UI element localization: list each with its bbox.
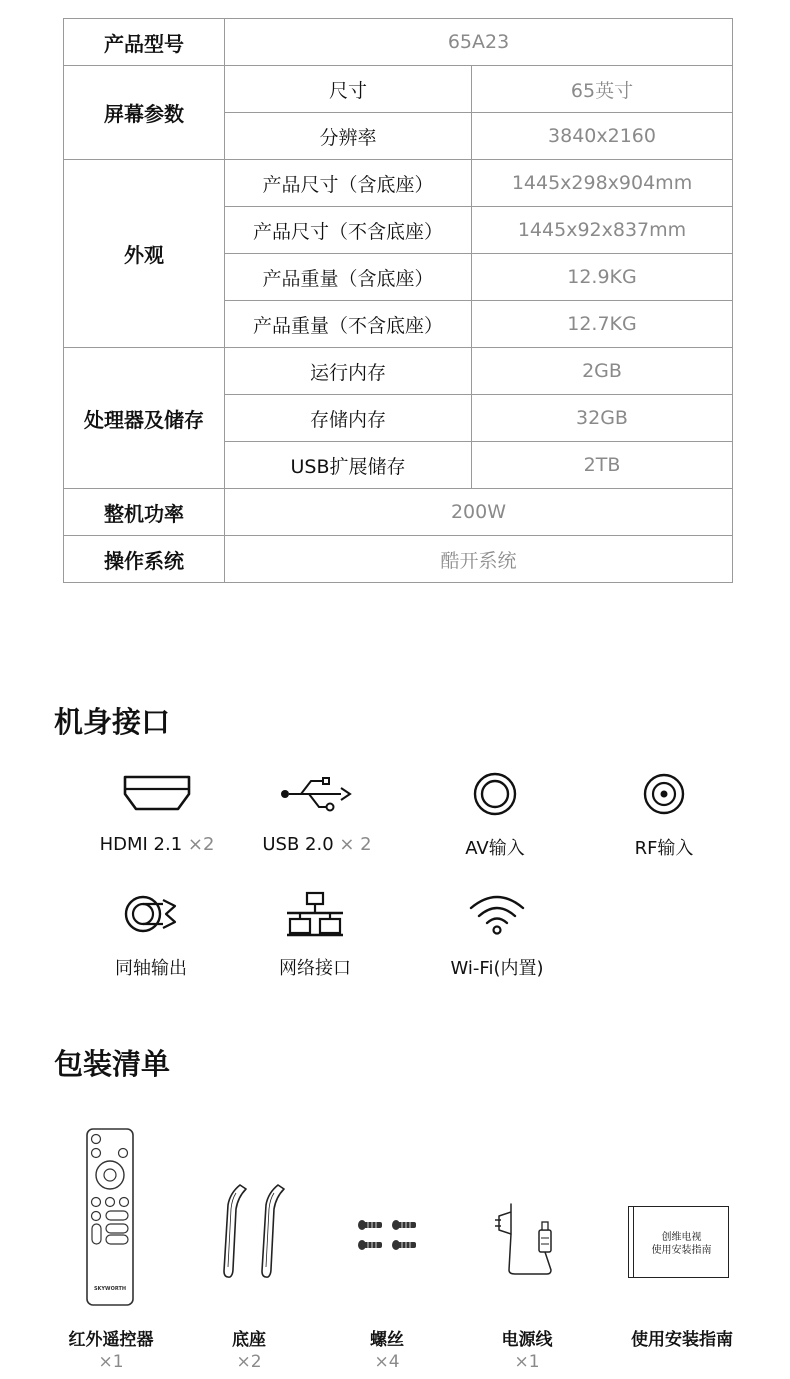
ram-value: 2GB [472,348,733,395]
package-item-name: 红外遥控器 [68,1330,154,1350]
table-row [64,489,733,536]
port-wifi [417,890,577,980]
weight-with-stand-key: 产品重量（含底座） [225,254,472,301]
screen-label: 屏幕参数 [64,66,225,160]
size-with-stand-value: 1445x298x904mm [472,160,733,207]
usb-icon [279,774,355,818]
screws-icon [356,1217,420,1257]
storage-key: 存储内存 [225,395,472,442]
table-row [64,66,733,113]
package-item-manual [612,1325,752,1350]
port-usb [237,770,397,855]
spec-table [63,18,733,583]
size-without-stand-value: 1445x92x837mm [472,207,733,254]
remote-brand: SKYWORTH [93,1286,127,1292]
power-cord-icon [495,1200,561,1282]
appearance-label: 外观 [64,160,225,348]
rf-icon [641,771,687,821]
package-item-qty: ×1 [98,1352,124,1372]
weight-without-stand-value: 12.7KG [472,301,733,348]
package-item-name: 螺丝 [370,1330,404,1350]
port-name: RF输入 [634,838,694,859]
manual-cover-subtitle: 使用安装指南 [651,1245,712,1256]
storage-value: 32GB [472,395,733,442]
package-item-name: 电源线 [501,1330,553,1350]
usb-storage-key: USB扩展储存 [225,442,472,489]
manual-icon [628,1206,729,1278]
package-item-power-cord [457,1325,597,1372]
screen-size-value: 65英寸 [472,66,733,113]
package-item-screws [317,1325,457,1372]
port-rf [584,770,744,860]
package-item-qty: ×1 [514,1352,540,1372]
manual-cover-title: 创维电视 [661,1232,702,1243]
port-count: × 2 [339,834,372,855]
hdmi-icon [122,774,192,818]
package-item-name: 底座 [232,1330,266,1350]
package-item-name: 使用安装指南 [631,1330,733,1350]
power-value: 200W [225,489,733,536]
network-icon [285,891,345,941]
package-item-stand [179,1325,319,1372]
port-av [415,770,575,860]
coaxial-icon [119,892,183,940]
wifi-icon [467,892,527,940]
os-label: 操作系统 [64,536,225,583]
port-name: USB 2.0 [262,834,334,855]
table-row [64,19,733,66]
package-item-qty: ×4 [374,1352,400,1372]
port-name: 网络接口 [279,958,351,979]
processor-label: 处理器及储存 [64,348,225,489]
table-row [64,348,733,395]
weight-with-stand-value: 12.9KG [472,254,733,301]
ram-key: 运行内存 [225,348,472,395]
screen-size-key: 尺寸 [225,66,472,113]
package-section-title: 包装清单 [54,1047,171,1081]
table-row [64,160,733,207]
model-value: 65A23 [225,19,733,66]
os-value: 酷开系统 [225,536,733,583]
package-item-remote [41,1325,181,1372]
port-name: 同轴输出 [115,958,187,979]
power-label: 整机功率 [64,489,225,536]
resolution-value: 3840x2160 [472,113,733,160]
port-network [235,890,395,980]
usb-storage-value: 2TB [472,442,733,489]
port-count: ×2 [187,834,215,855]
table-row [64,536,733,583]
weight-without-stand-key: 产品重量（不含底座） [225,301,472,348]
port-name: AV输入 [465,838,525,859]
port-coaxial [71,890,231,980]
remote-control-icon [86,1128,134,1310]
ports-section-title: 机身接口 [54,705,171,739]
av-icon [472,771,518,821]
port-name: HDMI 2.1 [99,834,183,855]
size-with-stand-key: 产品尺寸（含底座） [225,160,472,207]
size-without-stand-key: 产品尺寸（不含底座） [225,207,472,254]
port-hdmi [77,770,237,855]
resolution-key: 分辨率 [225,113,472,160]
package-item-qty: ×2 [236,1352,262,1372]
stand-feet-icon [210,1183,294,1287]
port-name: Wi-Fi(内置) [450,958,544,979]
model-label: 产品型号 [64,19,225,66]
